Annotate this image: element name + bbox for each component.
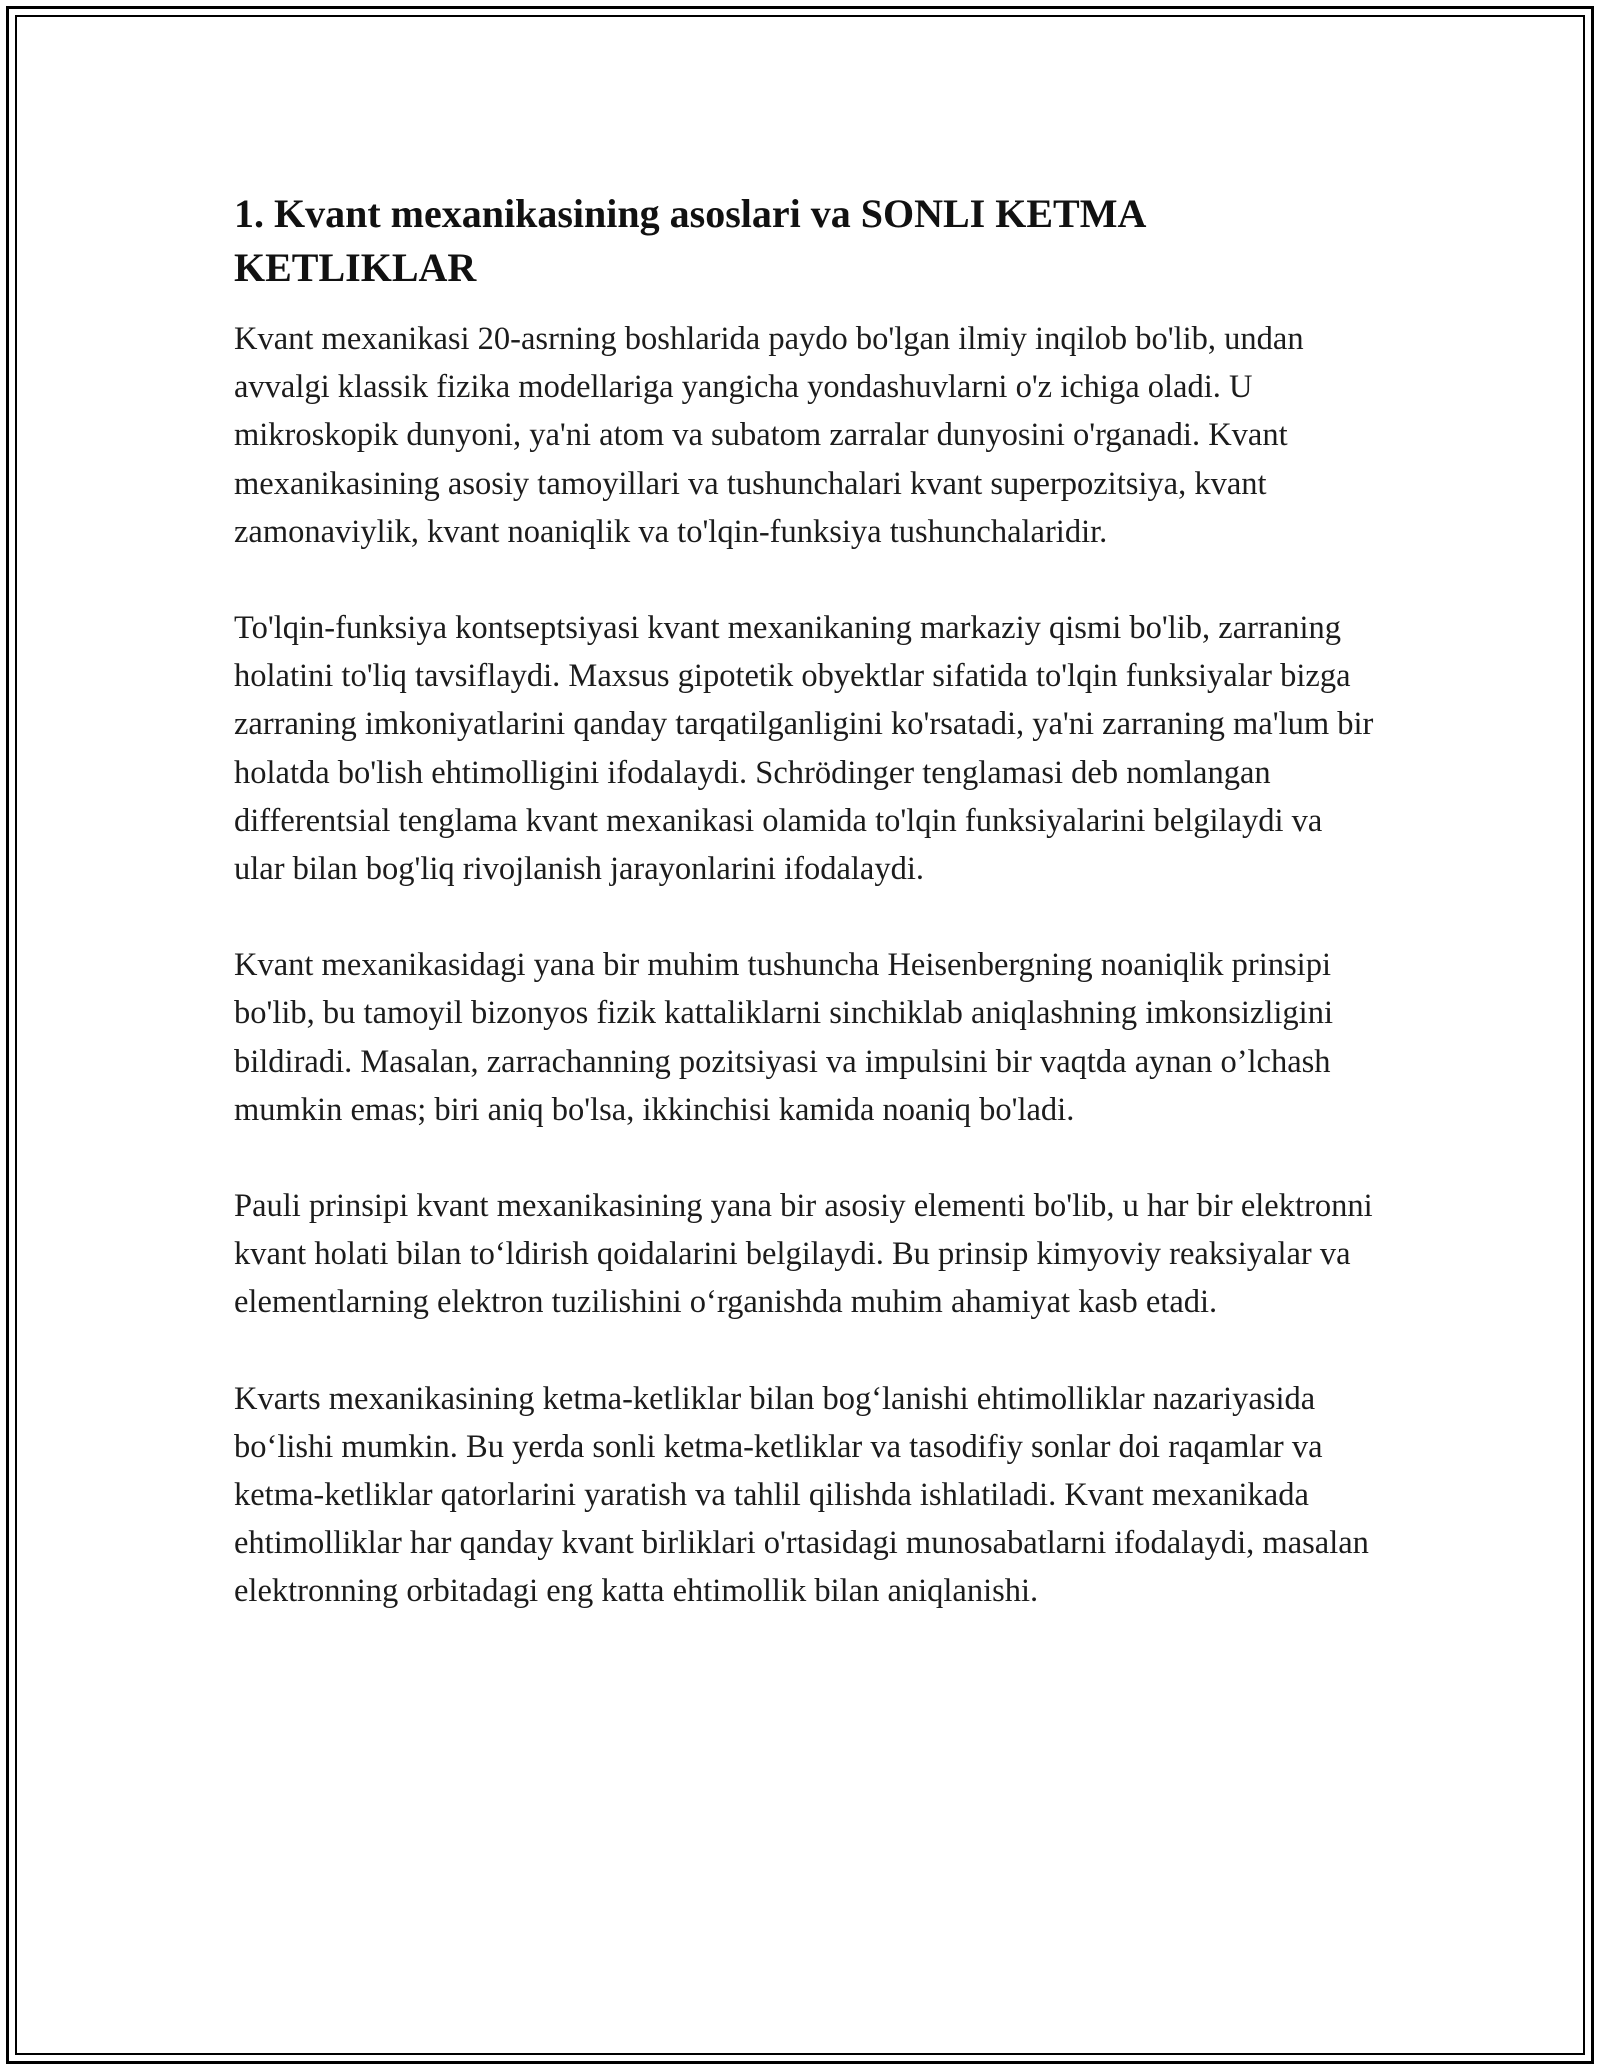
document-body: [234, 187, 1374, 1664]
document-title: 1. Kvant mexanikasining asoslari va SONLI KETMA KETLIKLAR: [234, 191, 1145, 290]
paragraph-3: Kvant mexanikasidagi yana bir muhim tushuncha Heisenbergning noaniqlik prinsipi bo'lib, bu tamoyil bizonyos fizik kattaliklarni sinchiklab aniqlashning imkonsizligini bildiradi. Masalan, zarrachanning pozitsiyasi va impulsini bir vaqtda aynan o’lchash mumkin emas; biri aniq bo'lsa, ikkinchisi kamida noaniq bo'ladi.: [234, 947, 1333, 1128]
paragraph-2: To'lqin-funksiya kontseptsiyasi kvant mexanikaning markaziy qismi bo'lib, zarraning holatini to'liq tavsiflaydi. Maxsus gipotetik obyektlar sifatida to'lqin funksiyalar bizga zarraning imkoniyatlarini qanday tarqatilganligini ko'rsatadi, ya'ni zarraning ma'lum bir holatda bo'lish ehtimolligini ifodalaydi. Schrödinger tenglamasi deb nomlangan differentsial tenglama kvant mexanikasi olamida to'lqin funksiyalarini belgilaydi va ular bilan bog'liq rivojlanish jarayonlarini ifodalaydi.: [234, 610, 1374, 888]
paragraph-4: Pauli prinsipi kvant mexanikasining yana bir asosiy elementi bo'lib, u har bir elektronni kvant holati bilan to‘ldirish qoidalarini belgilaydi. Bu prinsip kimyoviy reaksiyalar va elementlarning elektron tuzilishini o‘rganishda muhim ahamiyat kasb etadi.: [234, 1188, 1373, 1321]
paragraph-5: Kvarts mexanikasining ketma-ketliklar bilan bog‘lanishi ehtimolliklar nazariyasida bo‘lishi mumkin. Bu yerda sonli ketma-ketliklar va tasodifiy sonlar doi raqamlar va ketma-ketliklar qatorlarini yaratish va tahlil qilishda ishlatiladi. Kvant mexanikada ehtimolliklar har qanday kvant birliklari o'rtasidagi munosabatlarni ifodalaydi, masalan elektronning orbitadagi eng katta ehtimollik bilan aniqlanishi.: [234, 1380, 1369, 1610]
paragraph-1: Kvant mexanikasi 20-asrning boshlarida paydo bo'lgan ilmiy inqilob bo'lib, undan avvalgi klassik fizika modellariga yangicha yondashuvlarni o'z ichiga oladi. U mikroskopik dunyoni, ya'ni atom va subatom zarralar dunyosini o'rganadi. Kvant mexanikasining asosiy tamoyillari va tushunchalari kvant superpozitsiya, kvant zamonaviylik, kvant noaniqlik va to'lqin-funksiya tushunchalaridir.: [234, 321, 1304, 550]
